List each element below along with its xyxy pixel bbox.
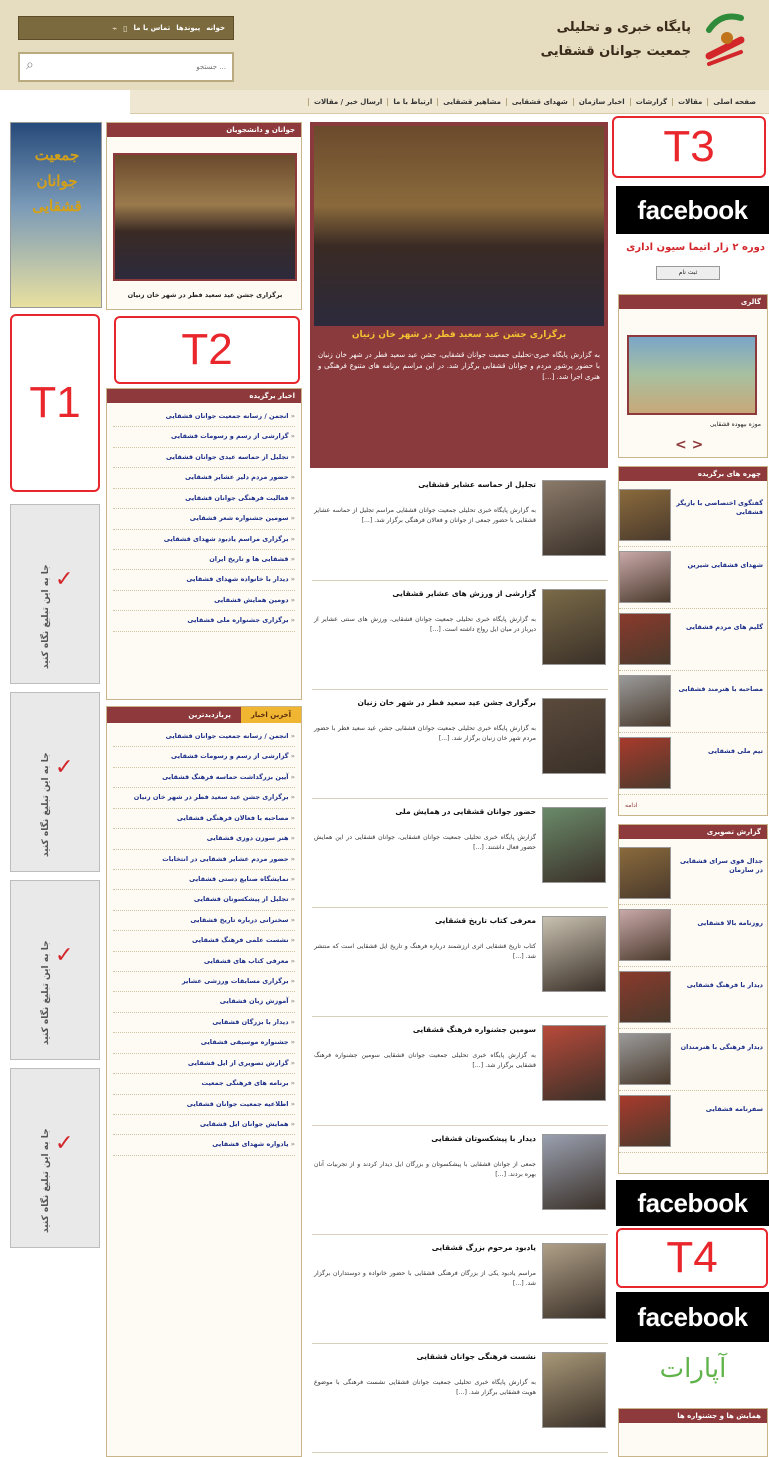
article-body: به گزارش پایگاه خبری تحلیلی جمعیت جوانان قشقایی جشن عید سعید فطر با حضور مردم شهر خان زنیان برگزار شد. [...] [314,725,536,742]
ad-box-3[interactable] [10,880,100,1060]
ad-check-icon: ✓ [55,1131,74,1156]
reports-list [619,843,767,1153]
news-list-item[interactable]: « همایش جوانان ایل قشقایی [113,1115,295,1135]
reports-item[interactable] [619,1029,767,1091]
news-list-item[interactable]: « قشقایی ها و تاریخ ایران [113,550,295,570]
article-body: گزارش پایگاه خبری تحلیلی جمعیت جوانان قشقایی، جوانان قشقایی در این همایش حضور فعال داشتند. [...] [314,834,536,851]
site-logo-icon [703,10,747,68]
reports-thumbnail[interactable] [619,847,671,899]
news-list-item[interactable]: « انجمن / رسانه جمعیت جوانان قشقایی [113,727,295,747]
label-t2: T2 [114,316,300,384]
left-banner[interactable] [10,122,102,308]
article-item[interactable] [312,803,608,908]
news-list-item[interactable]: « تجلیل از پیشکسوتان قشقایی [113,890,295,910]
label-t3: T3 [612,116,766,178]
reports-thumbnail[interactable] [619,971,671,1023]
article-thumbnail[interactable] [542,1352,606,1428]
featured-people-box [618,466,768,816]
news-list-item[interactable]: « هنر سوزن دوزی قشقایی [113,829,295,849]
reports-link[interactable]: جدال قوی سرای قشقایی در سازمان [679,857,763,875]
search-icon[interactable]: ⌕ [26,57,34,73]
search-input[interactable] [46,59,226,75]
featured-item[interactable] [619,671,767,733]
article-item[interactable] [312,912,608,1017]
aparat-banner[interactable] [616,1346,769,1402]
article-thumbnail[interactable] [542,480,606,556]
article-title[interactable]: نشست فرهنگی جوانان قشقایی [416,1352,536,1361]
news-tabs [107,707,301,723]
article-title[interactable]: تجلیل از حماسه عشایر قشقایی [418,480,536,489]
article-body: به گزارش پایگاه خبری تحلیلی جمعیت جوانان قشقایی سومین جشنواره فرهنگ قشقایی برگزار شد. [...] [314,1052,536,1069]
article-body: به گزارش پایگاه خبری تحلیلی جمعیت جوانان قشقایی، ورزش های سنتی عشایر از دیرباز در میان ایل رواج داشته است. [...] [314,616,536,633]
gallery-photo[interactable] [113,153,297,281]
news-list-item[interactable]: « برگزاری مسابقات ورزشی عشایر [113,972,295,992]
right-gallery-caption[interactable]: موزه بیهوده قشقایی [709,421,761,428]
featured-link[interactable]: شهدای قشقایی شیرین [687,561,763,569]
article-thumbnail[interactable] [542,589,606,665]
ad-text: جا به این تبلیغ نگاه کنید [41,752,51,857]
article-thumbnail[interactable] [542,916,606,992]
featured-people-title: چهره های برگزیده [619,467,767,481]
reports-thumbnail[interactable] [619,1033,671,1085]
site-header [0,0,769,90]
selected-news-box [106,388,302,700]
right-gallery-photo[interactable] [627,335,757,415]
news-list-item[interactable]: « انجمن / رسانه جمعیت جوانان قشقایی [113,407,295,427]
ad-text: جا به این تبلیغ نگاه کنید [41,564,51,669]
article-title[interactable]: دیدار با پیشکسوتان قشقایی [431,1134,536,1143]
news-list-item[interactable]: « سخنرانی درباره تاریخ قشقایی [113,911,295,931]
news-list-item[interactable]: « حضور مردم دلیر عشایر قشقایی [113,468,295,488]
article-body: به گزارش پایگاه خبری تحلیلی جمعیت جوانان قشقایی نشست فرهنگی با موضوع هویت قشقایی برگزار شد. [...] [314,1379,536,1396]
reports-link[interactable]: دیدار با فرهنگ قشقایی [686,981,763,989]
featured-thumbnail[interactable] [619,737,671,789]
ad-check-icon: ✓ [55,943,74,968]
article-thumbnail[interactable] [542,698,606,774]
featured-link[interactable]: گفتگوی اختصاصی با بازیگر قشقایی [676,499,763,517]
reports-thumbnail[interactable] [619,909,671,961]
feature-title[interactable]: برگزاری جشن عید سعید فطر در شهر خان زنیان [351,330,567,340]
article-item[interactable] [312,694,608,799]
latest-news-box [106,706,302,1457]
article-body: کتاب تاریخ قشقایی اثری ارزشمند درباره فرهنگ و تاریخ ایل قشقایی است که منتشر شد. [...] [314,943,536,960]
featured-thumbnail[interactable] [619,551,671,603]
news-list-item[interactable]: « گزارشی از رسم و رسومات قشقایی [113,427,295,447]
news-list-item[interactable]: « جشنواره موسیقی قشقایی [113,1033,295,1053]
tab-popular[interactable]: پربازدیدترین [188,711,231,719]
article-thumbnail[interactable] [542,1134,606,1210]
ad-text: جا به این تبلیغ نگاه کنید [41,1128,51,1233]
news-list-item[interactable]: « برنامه های فرهنگی جمعیت [113,1074,295,1094]
selected-news-list [107,403,301,636]
ad-check-icon: ✓ [55,567,74,592]
facebook-banner-3[interactable]: facebook [616,1292,769,1342]
ad-box-1[interactable] [10,504,100,684]
nav-contact[interactable]: ارتباط با ما [387,98,437,106]
featured-thumbnail[interactable] [619,489,671,541]
article-item[interactable] [312,1348,608,1453]
featured-link[interactable]: گلیم های مردم قشقایی [685,623,763,631]
nav-martyrs[interactable]: شهدای قشقایی [506,98,573,106]
reports-item[interactable] [619,967,767,1029]
featured-thumbnail[interactable] [619,613,671,665]
nav-reports[interactable]: گزارشات [630,98,672,106]
brand[interactable] [540,8,769,78]
article-body: مراسم یادبود یکی از بزرگان فرهنگی قشقایی با حضور خانواده و دوستداران برگزار شد. [...] [314,1270,536,1287]
marquee-text[interactable]: دوره ۲ زار آتیما سیون اداری [626,242,765,253]
reports-link[interactable]: سفرنامه قشقایی [705,1105,763,1113]
reports-item[interactable] [619,1091,767,1153]
tab-latest[interactable]: آخرین اخبار [241,707,301,723]
news-list-item[interactable]: « گزارش تصویری از ایل قشقایی [113,1054,295,1074]
left-banner-text: جمعیت جوانان قشقایی [32,146,82,215]
toplink-contact[interactable]: تماس با ما [133,24,171,32]
events-title: همایش ها و جشنواره ها [619,1409,767,1423]
news-list-item[interactable]: « برگزاری جشنواره ملی قشقایی [113,611,295,631]
feature-story[interactable] [310,122,608,468]
news-list-item[interactable]: « آموزش زبان قشقایی [113,992,295,1012]
label-t1: T1 [10,314,100,492]
article-title[interactable]: سومین جشنواره فرهنگ قشقایی [412,1025,536,1034]
news-list-item[interactable]: « آیین بزرگداشت حماسه فرهنگ قشقایی [113,768,295,788]
nav-celebrities[interactable]: مشاهیر قشقایی [437,98,506,106]
article-item[interactable] [312,585,608,690]
article-item[interactable] [312,1021,608,1126]
article-item[interactable] [312,1239,608,1344]
mobile-icon[interactable]: ▯ [123,23,128,33]
news-list-item[interactable]: « معرفی کتاب های قشقایی [113,952,295,972]
aparat-label: آپارات [659,1354,727,1384]
article-thumbnail[interactable] [542,1243,606,1319]
gallery-caption[interactable]: برگزاری جشن عید سعید فطر در شهر خان زنیان [127,291,283,299]
reports-item[interactable] [619,905,767,967]
main-nav [130,90,769,114]
featured-item[interactable] [619,733,767,795]
nav-articles[interactable]: مقالات [672,98,707,106]
ad-check-icon: ✓ [55,755,74,780]
featured-item[interactable] [619,609,767,671]
article-body: جمعی از جوانان قشقایی با پیشکسوتان و بزرگان ایل دیدار کردند و از تجربیات آنان بهره بردند. [...] [314,1161,536,1178]
gallery-arrows-icon[interactable]: < > [675,437,704,453]
featured-more-link[interactable]: ادامه [625,802,638,809]
news-list-item[interactable]: « دیدار با خانواده شهدای قشقایی [113,570,295,590]
nav-submit-news[interactable]: ارسال خبر / مقالات [308,98,387,106]
ad-box-4[interactable] [10,1068,100,1248]
reports-item[interactable] [619,843,767,905]
news-list-item[interactable]: « فعالیت فرهنگی جوانان قشقایی [113,489,295,509]
news-list-item[interactable]: « یادواره شهدای قشقایی [113,1135,295,1155]
reports-link[interactable]: روزنامه بالا قشقایی [697,919,763,927]
news-list-item[interactable]: « تجلیل از حماسه عیدی جوانان قشقایی [113,448,295,468]
news-list-item[interactable]: « دیدار با بزرگان قشقایی [113,1013,295,1033]
news-list-item[interactable]: « برگزاری مراسم یادبود شهدای قشقایی [113,530,295,550]
news-list-item[interactable]: « اطلاعیه جمعیت جوانان قشقایی [113,1095,295,1115]
featured-people-list [619,485,767,795]
nav-home[interactable]: صفحه اصلی [707,98,761,106]
news-list-item[interactable]: « سومین جشنواره شعر قشقایی [113,509,295,529]
article-thumbnail[interactable] [542,1025,606,1101]
featured-item[interactable] [619,485,767,547]
facebook-banner-2[interactable]: facebook [616,1180,769,1226]
gallery-title: جوانان و دانشجویان [107,123,301,137]
article-title[interactable]: گزارشی از ورزش های عشایر قشقایی [392,589,536,598]
toplink-home[interactable]: خوانه [206,24,225,32]
article-title[interactable]: حضور جوانان قشقایی در همایش ملی [395,807,536,816]
site-title-line1: پایگاه خبری و تحلیلی [556,20,691,35]
top-links-bar [18,16,234,40]
news-list-item[interactable]: « حضور مردم عشایر قشقایی در انتخابات [113,850,295,870]
article-title[interactable]: یادبود مرحوم بزرگ قشقایی [431,1243,536,1252]
feature-photo[interactable] [314,126,604,326]
news-list-item[interactable]: « نمایشگاه صنایع دستی قشقایی [113,870,295,890]
article-item[interactable] [312,476,608,581]
reports-thumbnail[interactable] [619,1095,671,1147]
article-body: به گزارش پایگاه خبری تحلیلی جمعیت جوانان قشقایی مراسم تجلیل از حماسه عشایر قشقایی با حضور جمعی از جوانان و فعالان فرهنگی برگزار شد. [...] [314,507,536,524]
selected-news-title: اخبار برگزیده [107,389,301,403]
toplink-links[interactable]: پیوندها [176,24,201,32]
right-gallery-box [618,294,768,458]
nav-org-news[interactable]: اخبار سازمان [573,98,630,106]
latest-news-list [107,723,301,1160]
rss-icon[interactable]: ⌁ [112,23,118,33]
reports-title: گزارش تصویری [619,825,767,839]
featured-thumbnail[interactable] [619,675,671,727]
article-title[interactable]: برگزاری جشن عید سعید فطر در شهر خان زنیان [357,698,536,707]
news-list-item[interactable]: « گزارشی از رسم و رسومات قشقایی [113,747,295,767]
featured-link[interactable]: مصاحبه با هنرمند قشقایی [678,685,763,693]
marquee-strip [616,238,769,288]
featured-link[interactable]: تیم ملی قشقایی [708,747,763,755]
label-t4: T4 [616,1228,768,1288]
article-title[interactable]: معرفی کتاب تاریخ قشقایی [435,916,536,925]
news-list-item[interactable]: « دومین همایش قشقایی [113,591,295,611]
news-list-item[interactable]: « مصاحبه با فعالان فرهنگی قشقایی [113,809,295,829]
featured-item[interactable] [619,547,767,609]
news-list-item[interactable]: « نشست علمی فرهنگ قشقایی [113,931,295,951]
gallery-box [106,122,302,310]
feature-text: به گزارش پایگاه خبری-تحلیلی جمعیت جوانان قشقایی، جشن عید سعید فطر در شهر خان زنیان با حضور پرشور مردم و جوانان قشقایی برگزار شد. در این مراسم برنامه های متنوع فرهنگی و هنری اجرا شد. [...] [318,351,600,381]
article-item[interactable] [312,1130,608,1235]
site-title-line2: جمعیت جوانان قشقایی [540,44,691,59]
reports-link[interactable]: دیدار فرهنگی با هنرمندان [680,1043,763,1051]
ad-box-2[interactable] [10,692,100,872]
marquee-button[interactable]: ثبت نام [656,266,720,280]
ad-text: جا به این تبلیغ نگاه کنید [41,940,51,1045]
facebook-banner[interactable]: facebook [616,186,769,234]
article-thumbnail[interactable] [542,807,606,883]
search-box [18,52,234,82]
reports-box [618,824,768,1174]
news-list-item[interactable]: « برگزاری جشن عید سعید فطر در شهر خان زنیان [113,788,295,808]
events-box [618,1408,768,1457]
right-gallery-title: گالری [619,295,767,309]
